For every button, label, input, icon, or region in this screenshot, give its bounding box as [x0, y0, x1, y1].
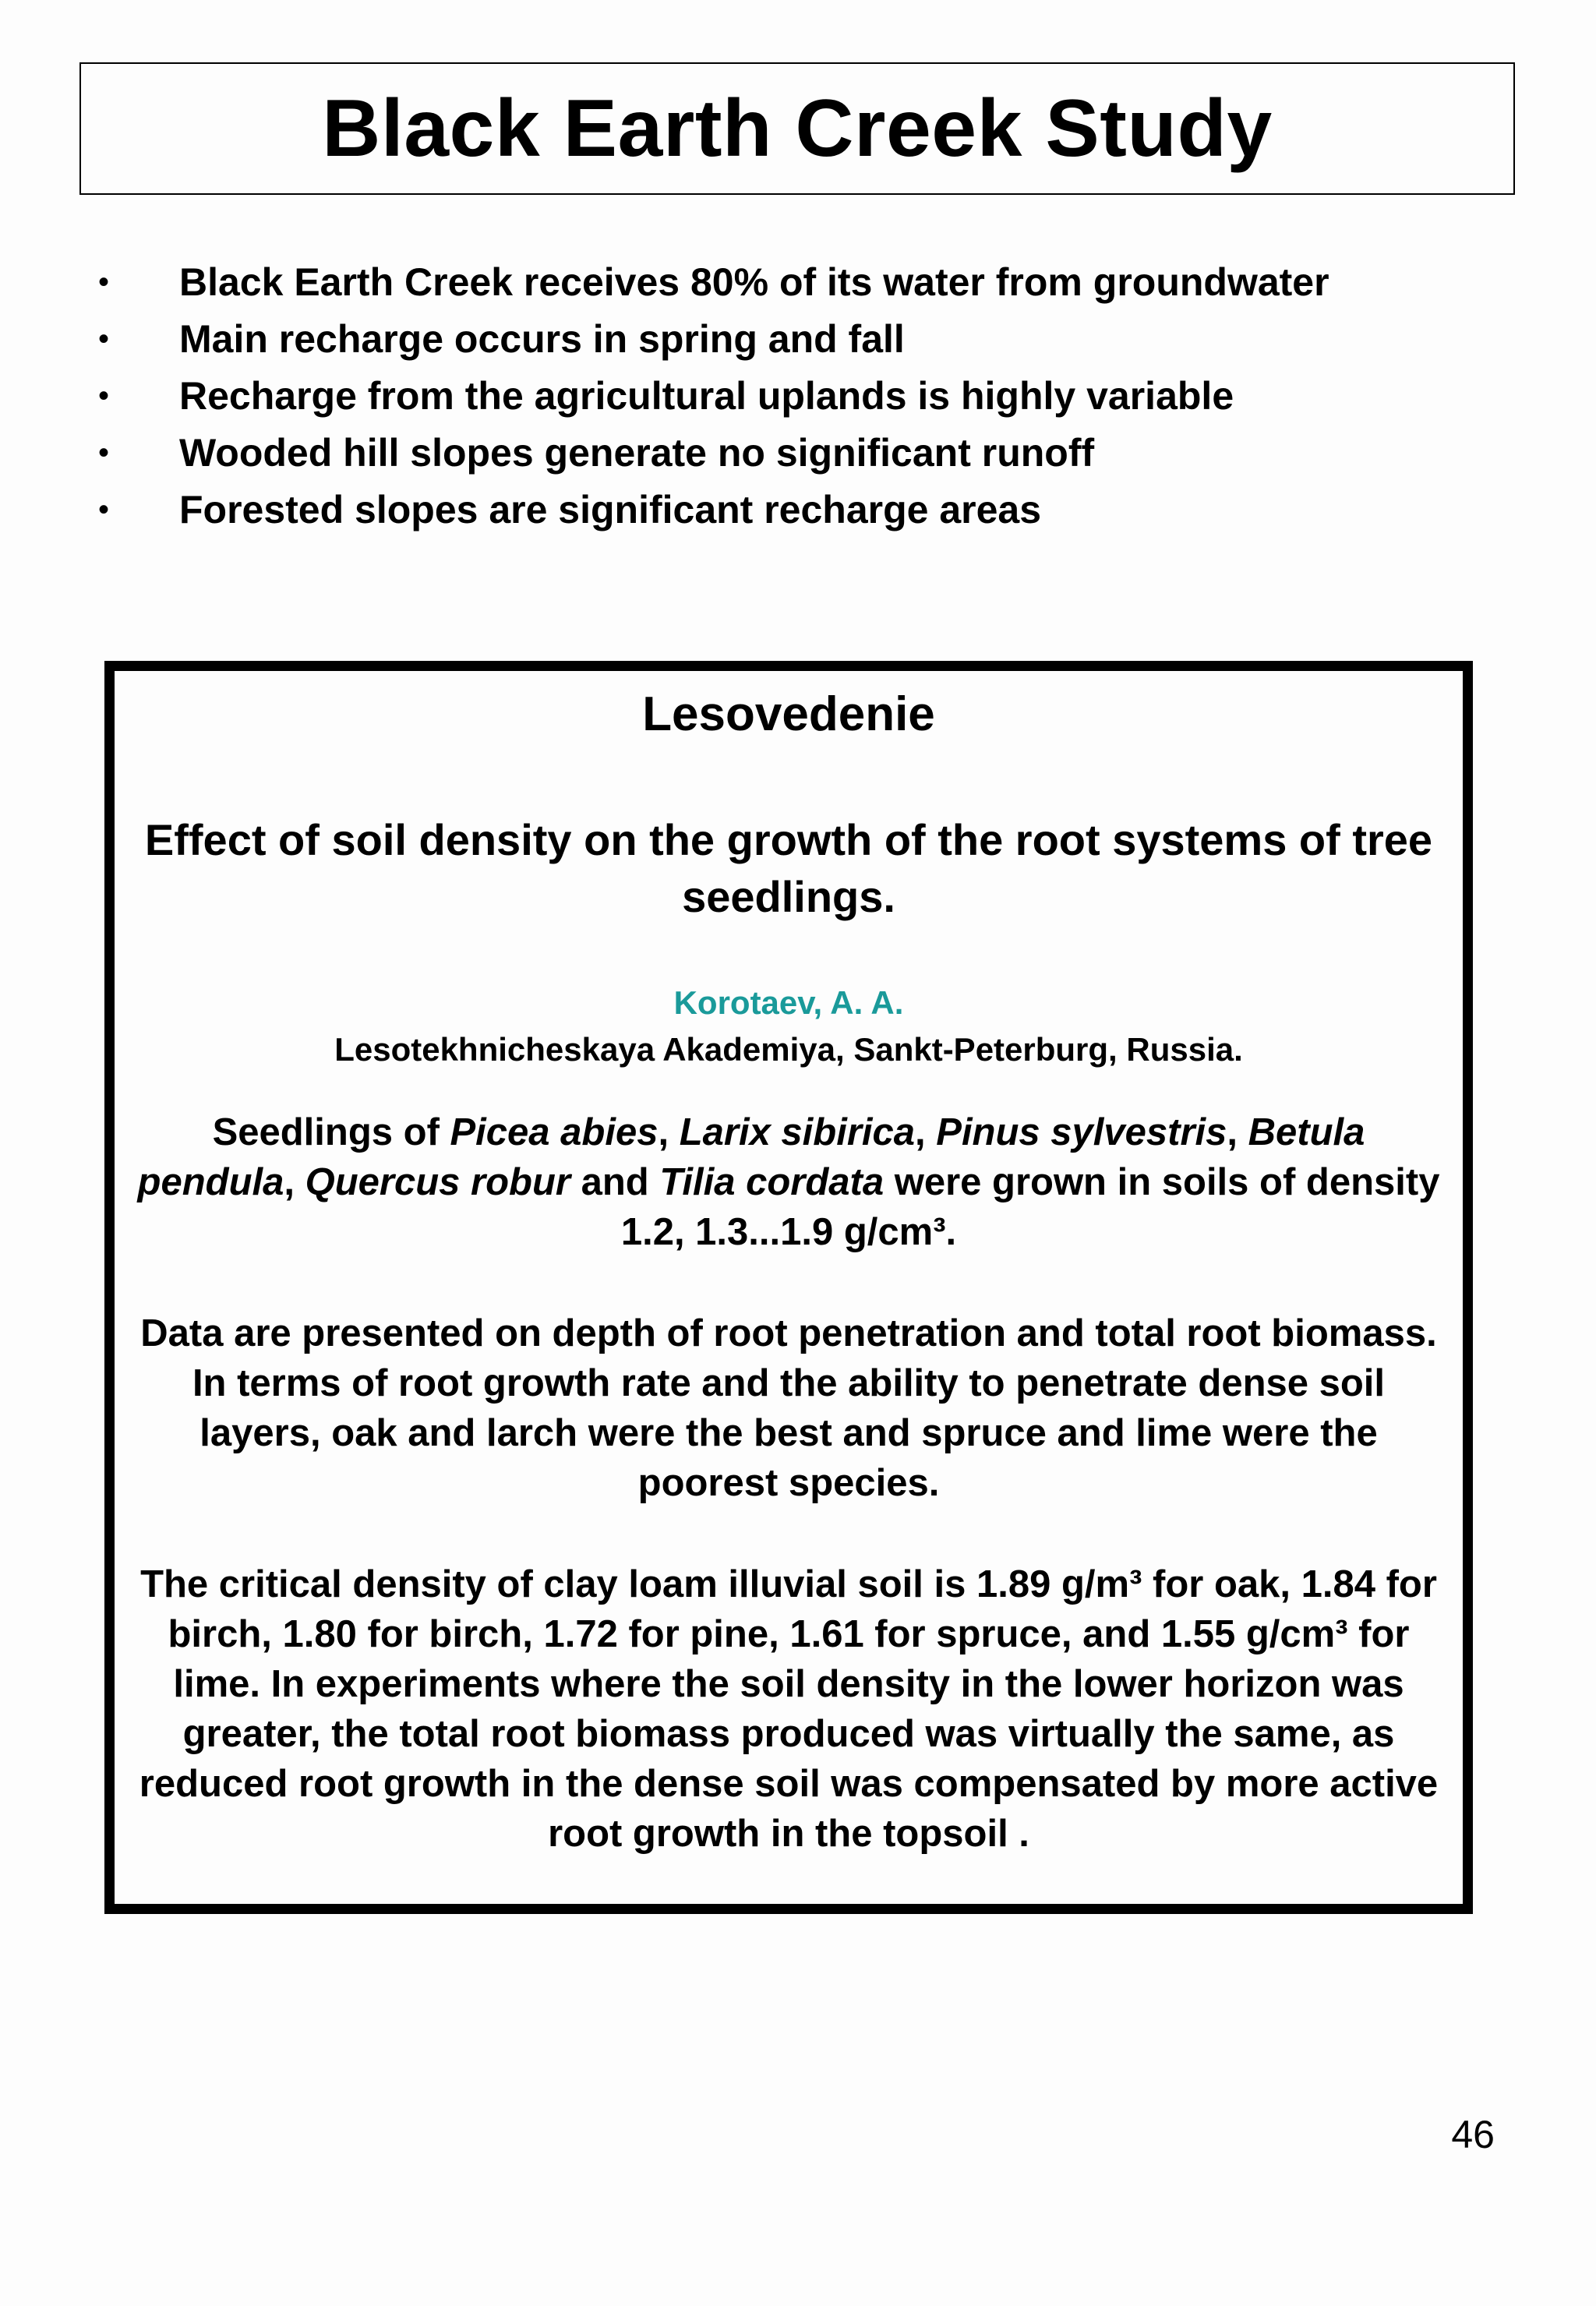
abstract-paragraph-species — [130, 1107, 1447, 1257]
bullet-list — [98, 254, 1501, 539]
para-text: and — [570, 1161, 660, 1203]
abstract-box — [104, 661, 1473, 1914]
bullet-text: Recharge from the agricultural uplands is highly variable — [179, 374, 1234, 418]
abstract-paragraph-results: Data are presented on depth of root penetration and total root biomass. In terms of root growth rate and the ability to penetrate dense soil layers, oak and larch were the best and spruce and lime were the poorest species. — [140, 1312, 1437, 1504]
bullet-icon: • — [98, 265, 110, 299]
bullet-icon: • — [98, 436, 110, 470]
bullet-icon: • — [98, 493, 110, 527]
bullet-text: Forested slopes are significant recharge areas — [179, 488, 1042, 531]
author-affiliation: Lesotekhnicheskaya Akademiya, Sankt-Peterburg, Russia. — [334, 1031, 1243, 1068]
page-number: 46 — [1451, 2113, 1495, 2156]
list-item — [98, 425, 1501, 482]
para-text: were grown in soils of density 1.2, 1.3...1.9 g/cm³. — [620, 1161, 1440, 1253]
bullet-text: Main recharge occurs in spring and fall — [179, 317, 905, 361]
para-text: , — [1227, 1111, 1248, 1153]
list-item — [98, 368, 1501, 425]
para-text: , — [284, 1161, 305, 1203]
author-name: Korotaev, A. A. — [673, 984, 904, 1021]
species-name: Quercus robur — [305, 1161, 570, 1203]
bullet-text: Black Earth Creek receives 80% of its water from groundwater — [179, 260, 1329, 304]
para-text: , — [658, 1111, 680, 1153]
species-name: Tilia cordata — [659, 1161, 885, 1203]
bullet-text: Wooded hill slopes generate no significant runoff — [179, 431, 1095, 475]
para-text: , — [915, 1111, 937, 1153]
list-item — [98, 254, 1501, 311]
para-text: Seedlings of — [212, 1111, 450, 1153]
list-item — [98, 311, 1501, 368]
journal-name: Lesovedenie — [642, 687, 935, 741]
page-title: Black Earth Creek Study — [322, 83, 1273, 174]
list-item — [98, 482, 1501, 539]
bullet-icon: • — [98, 379, 110, 413]
species-name: Betula pendula — [137, 1111, 1365, 1203]
bullet-icon: • — [98, 322, 110, 356]
species-name: Larix sibirica — [679, 1111, 916, 1153]
species-name: Picea abies — [450, 1111, 659, 1153]
abstract-paragraph-critical-density: The critical density of clay loam illuvial soil is 1.89 g/m³ for oak, 1.84 for birch, 1.80 for birch, 1.72 for pine, 1.61 for spruce, and 1.55 g/cm³ for lime. In experiments where the soil density in the lower horizon was greater, the total root biomass produced was virtually the same, as reduced root growth in the dense soil was compensated by more active root growth in the topsoil . — [139, 1563, 1439, 1855]
article-title: Effect of soil density on the growth of the root systems of tree seedlings. — [144, 815, 1433, 921]
title-box — [79, 62, 1515, 195]
species-name: Pinus sylvestris — [936, 1111, 1227, 1153]
